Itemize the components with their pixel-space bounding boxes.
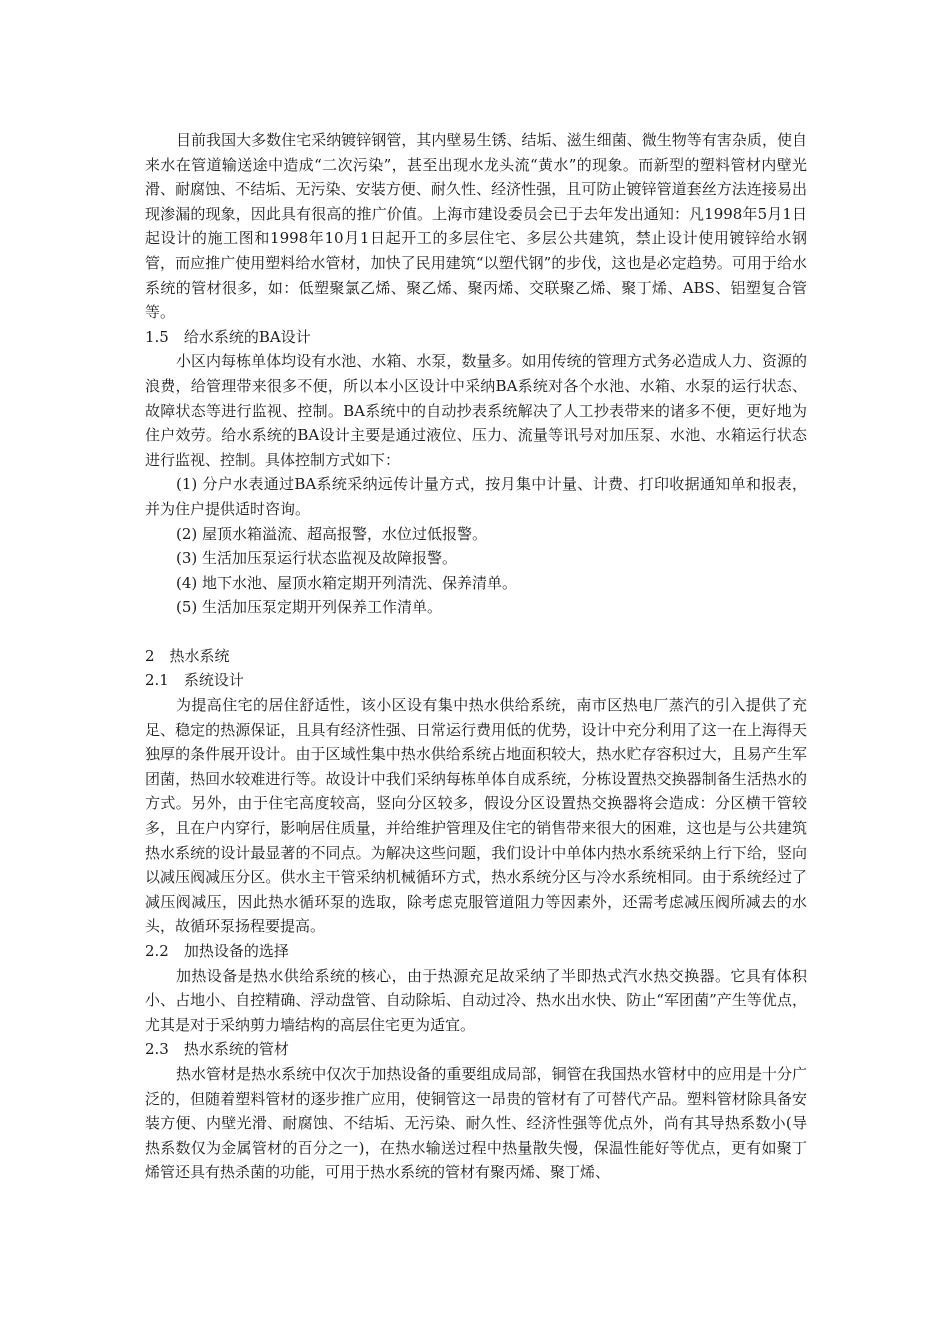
section-spacer xyxy=(145,620,807,644)
section-heading-2-3: 2.3 热水系统的管材 xyxy=(145,1040,289,1059)
list-item-1: (1) 分户水表通过BA系统采纳远传计量方式，按月集中计量、计费、打印收据通知单和报表，并为住户提供适时咨询。 xyxy=(145,475,807,518)
list-item-4: (4) 地下水池、屋顶水箱定期开列清洗、保养清单。 xyxy=(176,573,518,592)
document-body xyxy=(145,128,807,1185)
list-item-5: (5) 生活加压泵定期开列保养工作清单。 xyxy=(176,598,443,617)
section-heading-2-1: 2.1 系统设计 xyxy=(145,671,244,690)
section-heading-2: 2 热水系统 xyxy=(145,646,230,665)
section-heading-1-5: 1.5 给水系统的BA设计 xyxy=(145,327,311,346)
paragraph-2-1: 为提高住宅的居住舒适性，该小区设有集中热水供给系统，南市区热电厂蒸汽的引入提供了充足、稳定的热源保证，且具有经济性强、日常运行费用低的优势，设计中充分利用了这一在上海得天独厚的条件展开设计。由于区域性集中热水供给系统占地面积较大，热水贮存容积过大，且易产生军团菌，热回水较难进行等。故设计中我们采纳每栋单体自成系统，分栋设置热交换器制备生活热水的方式。另外，由于住宅高度较高，竖向分区较多，假设分区设置热交换器将会造成：分区横干管较多，且在户内穿行，影响居住质量，并给维护管理及住宅的销售带来很大的困难，这也是与公共建筑热水系统的设计最显著的不同点。为解决这些问题，我们设计中单体内热水系统采纳上行下给，竖向以减压阀减压分区。供水主干管采纳机械循环方式，热水系统分区与冷水系统相同。由于系统经过了减压阀减压，因此热水循环泵的选取，除考虑克服管道阻力等因素外，还需考虑减压阀所减去的水头，故循环泵扬程要提高。 xyxy=(145,696,807,936)
list-item-2: (2) 屋顶水箱溢流、超高报警，水位过低报警。 xyxy=(176,524,488,543)
list-item-3: (3) 生活加压泵运行状态监视及故障报警。 xyxy=(176,549,458,568)
intro-paragraph: 目前我国大多数住宅采纳镀锌钢管，其内壁易生锈、结垢、滋生细菌、微生物等有害杂质，使自来水在管道输送途中造成“二次污染”，甚至出现水龙头流“黄水”的现象。而新型的塑料管材内壁光滑、耐腐蚀、不结垢、无污染、安装方便、耐久性、经济性强，且可防止镀锌管道套丝方法连接易出现渗漏的现象，因此具有很高的推广价值。上海市建设委员会已于去年发出通知：凡1998年5月1日起设计的施工图和1998年10月1日起开工的多层住宅、多层公共建筑，禁止设计使用镀锌给水钢管，而应推广使用塑料给水管材，加快了民用建筑“以塑代钢”的步伐，这也是必定趋势。可用于给水系统的管材很多，如：低塑聚氯乙烯、聚乙烯、聚丙烯、交联聚乙烯、聚丁烯、ABS、铝塑复合管等。 xyxy=(145,131,807,322)
section-heading-2-2: 2.2 加热设备的选择 xyxy=(145,942,289,960)
paragraph-1-5: 小区内每栋单体均设有水池、水箱、水泵，数量多。如用传统的管理方式务必造成人力、资源的浪费，给管理带来很多不便，所以本小区设计中采纳BA系统对各个水池、水箱、水泵的运行状态、故障状态等进行监视、控制。BA系统中的自动抄表系统解决了人工抄表带来的诸多不便，更好地为住户效劳。给水系统的BA设计主要是通过液位、压力、流量等讯号对加压泵、水池、水箱运行状态进行监视、控制。具体控制方式如下： xyxy=(145,352,807,469)
paragraph-2-3: 热水管材是热水系统中仅次于加热设备的重要组成局部，铜管在我国热水管材中的应用是十分广泛的，但随着塑料管材的逐步推广应用，使铜管这一昂贵的管材有了可替代产品。塑料管材除具备安装方便、内壁光滑、耐腐蚀、不结垢、无污染、耐久性、经济性强等优点外，尚有其导热系数小(导热系数仅为金属管材的百分之一)，在热水输送过程中热量散失慢，保温性能好等优点，更有如聚丁烯管还具有热杀菌的功能，可用于热水系统的管材有聚丙烯、聚丁烯、 xyxy=(145,1064,807,1182)
paragraph-2-2: 加热设备是热水供给系统的核心，由于热源充足故采纳了半即热式汽水热交换器。它具有体积小、占地小、自控精确、浮动盘管、自动除垢、自动过冷、热水出水快、防止“军团菌”产生等优点，尤其是对于采纳剪力墙结构的高层住宅更为适宜。 xyxy=(145,966,807,1034)
